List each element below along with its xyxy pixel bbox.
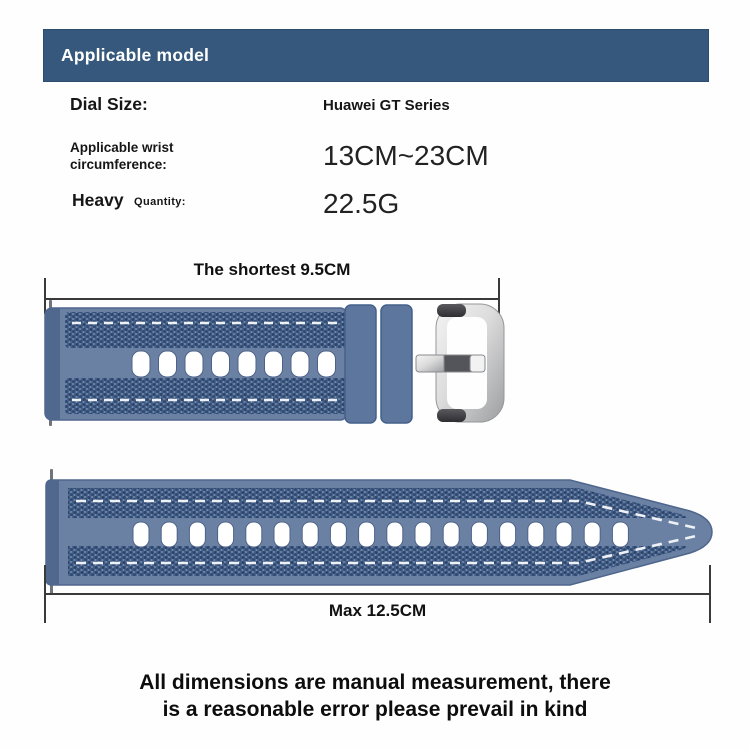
dial-size-value: Huawei GT Series <box>323 97 450 114</box>
max-dimension-line <box>44 593 711 595</box>
section-header-title: Applicable model <box>61 45 210 65</box>
weight-value: 22.5G <box>323 188 400 219</box>
shortest-dimension-annotation <box>44 260 500 300</box>
weight-sublabel: Quantity: <box>134 196 186 208</box>
max-dimension-annotation <box>44 563 711 621</box>
short-strap-band <box>45 308 347 420</box>
weight-label: Heavy <box>72 190 124 210</box>
max-dimension-label: Max 12.5CM <box>328 601 427 620</box>
wrist-circumference-value: 13CM~23CM <box>323 140 489 171</box>
dimension-tick-right <box>709 565 711 623</box>
dial-size-label: Dial Size: <box>70 94 148 114</box>
shortest-dimension-label: The shortest 9.5CM <box>193 260 351 279</box>
wrist-circumference-label: Applicable wrist circumference: <box>70 140 174 172</box>
disclaimer-line-1: All dimensions are manual measurement, there <box>139 671 611 694</box>
dimension-tick-left <box>44 565 46 623</box>
disclaimer-text <box>0 670 750 724</box>
short-strap-image <box>40 298 512 428</box>
buckle-icon <box>416 304 504 422</box>
buckle-prong <box>416 355 485 372</box>
keeper-loops <box>345 305 412 423</box>
disclaimer-line-2: is a reasonable error please prevail in kind <box>162 697 588 721</box>
section-header <box>43 29 709 82</box>
